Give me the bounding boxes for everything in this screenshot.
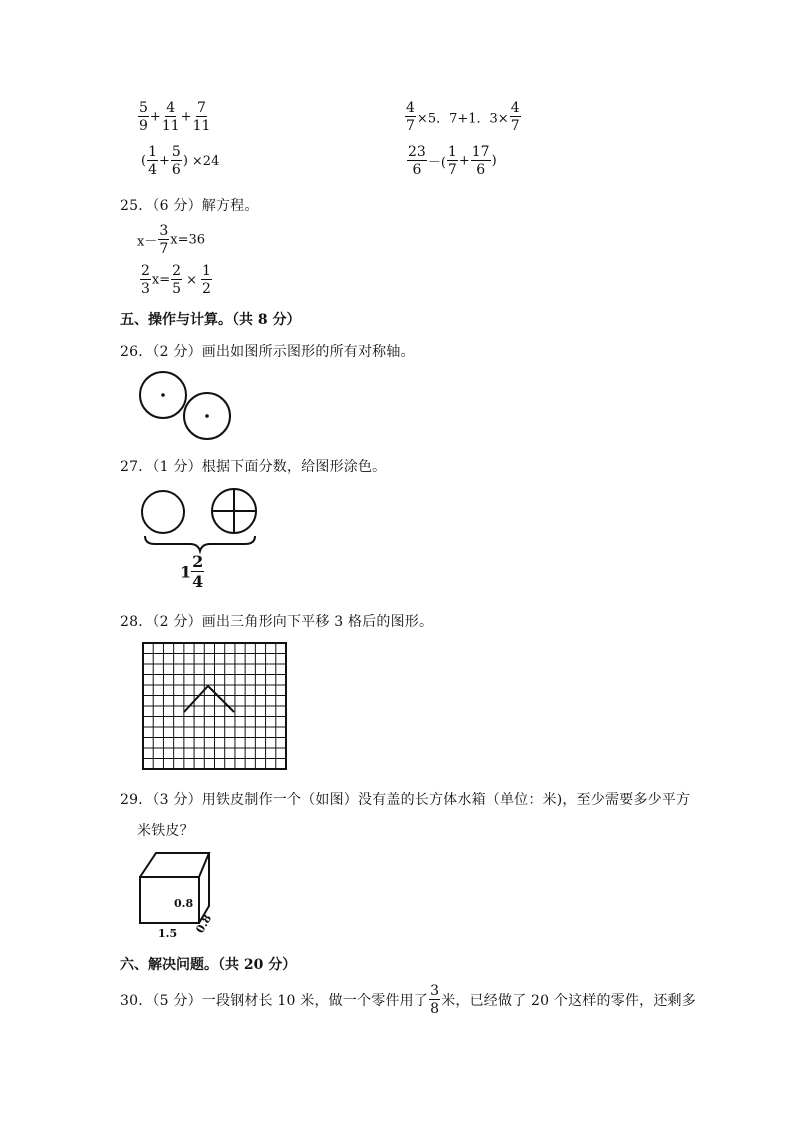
fraction: $\frac{2}{3}$ <box>141 263 150 297</box>
fraction: $\frac{4}{7}$ <box>510 100 520 134</box>
fraction: $\frac{2}{5}$ <box>172 263 182 297</box>
expression-4: $\frac{23}{6}$ －( $\frac{1}{7}$ + $\frac{17}{6}$ ) <box>408 144 497 178</box>
equation-2: $\frac{2}{3}$ x= $\frac{2}{5}$ × $\frac{1}{2}$ <box>141 263 211 297</box>
box-height-label: 0.8 <box>174 897 194 910</box>
fraction: $\frac{4}{11}$ <box>161 100 180 134</box>
fraction: $\frac{3}{7}$ <box>159 223 169 257</box>
question-26: 26．（2 分）画出如图所示图形的所有对称轴。 <box>120 344 415 360</box>
circles-coloring-figure <box>138 484 264 554</box>
section-5-heading: 五、操作与计算。（共 8 分） <box>120 312 301 328</box>
grid-triangle-figure <box>140 640 290 772</box>
fraction: $\frac{17}{6}$ <box>471 144 490 178</box>
mixed-number: 1 $\frac{2}{4}$ <box>180 552 204 591</box>
fraction: $\frac{7}{11}$ <box>192 100 211 134</box>
box-width-label: 0.8 <box>193 912 215 936</box>
box-length-label: 1.5 <box>158 927 178 940</box>
question-30: 30．（5 分）一段钢材长 10 米，做一个零件用了 $\frac{3}{8}$ 米，已经做了 20 个这样的零件，还剩多 <box>120 983 696 1017</box>
question-29-line1: 29．（3 分）用铁皮制作一个（如图）没有盖的长方体水箱（单位：米)，至少需要多少平方 <box>120 792 691 808</box>
section-6-heading: 六、解决问题。（共 20 分） <box>120 957 297 973</box>
fraction: $\frac{4}{7}$ <box>406 100 415 134</box>
fraction: $\frac{23}{6}$ <box>408 144 426 178</box>
fraction: $\frac{1}{4}$ <box>148 144 157 178</box>
open-box-figure <box>134 850 224 940</box>
fraction: $\frac{5}{6}$ <box>171 144 181 178</box>
fraction: $\frac{3}{8}$ <box>430 983 440 1017</box>
expression-3: ( $\frac{1}{4}$ + $\frac{5}{6}$ ) ×24 <box>141 144 220 178</box>
fraction: $\frac{5}{9}$ <box>139 100 148 134</box>
fraction: $\frac{1}{2}$ <box>201 263 211 297</box>
question-29-line2: 米铁皮？ <box>137 823 194 839</box>
question-27: 27．（1 分）根据下面分数，给图形涂色。 <box>120 459 387 475</box>
two-circles-figure <box>136 368 236 442</box>
expression-1: $\frac{5}{9}$ + $\frac{4}{11}$ + $\frac{7}{11}$ <box>139 100 211 134</box>
question-25: 25．（6 分）解方程。 <box>120 198 259 214</box>
question-28: 28．（2 分）画出三角形向下平移 3 格后的图形。 <box>120 614 434 630</box>
expression-2: $\frac{4}{7}$ ×5．7+1．3× $\frac{4}{7}$ <box>406 100 520 134</box>
equation-1: x－ $\frac{3}{7}$ x=36 <box>137 223 206 257</box>
fraction: $\frac{1}{7}$ <box>447 144 457 178</box>
